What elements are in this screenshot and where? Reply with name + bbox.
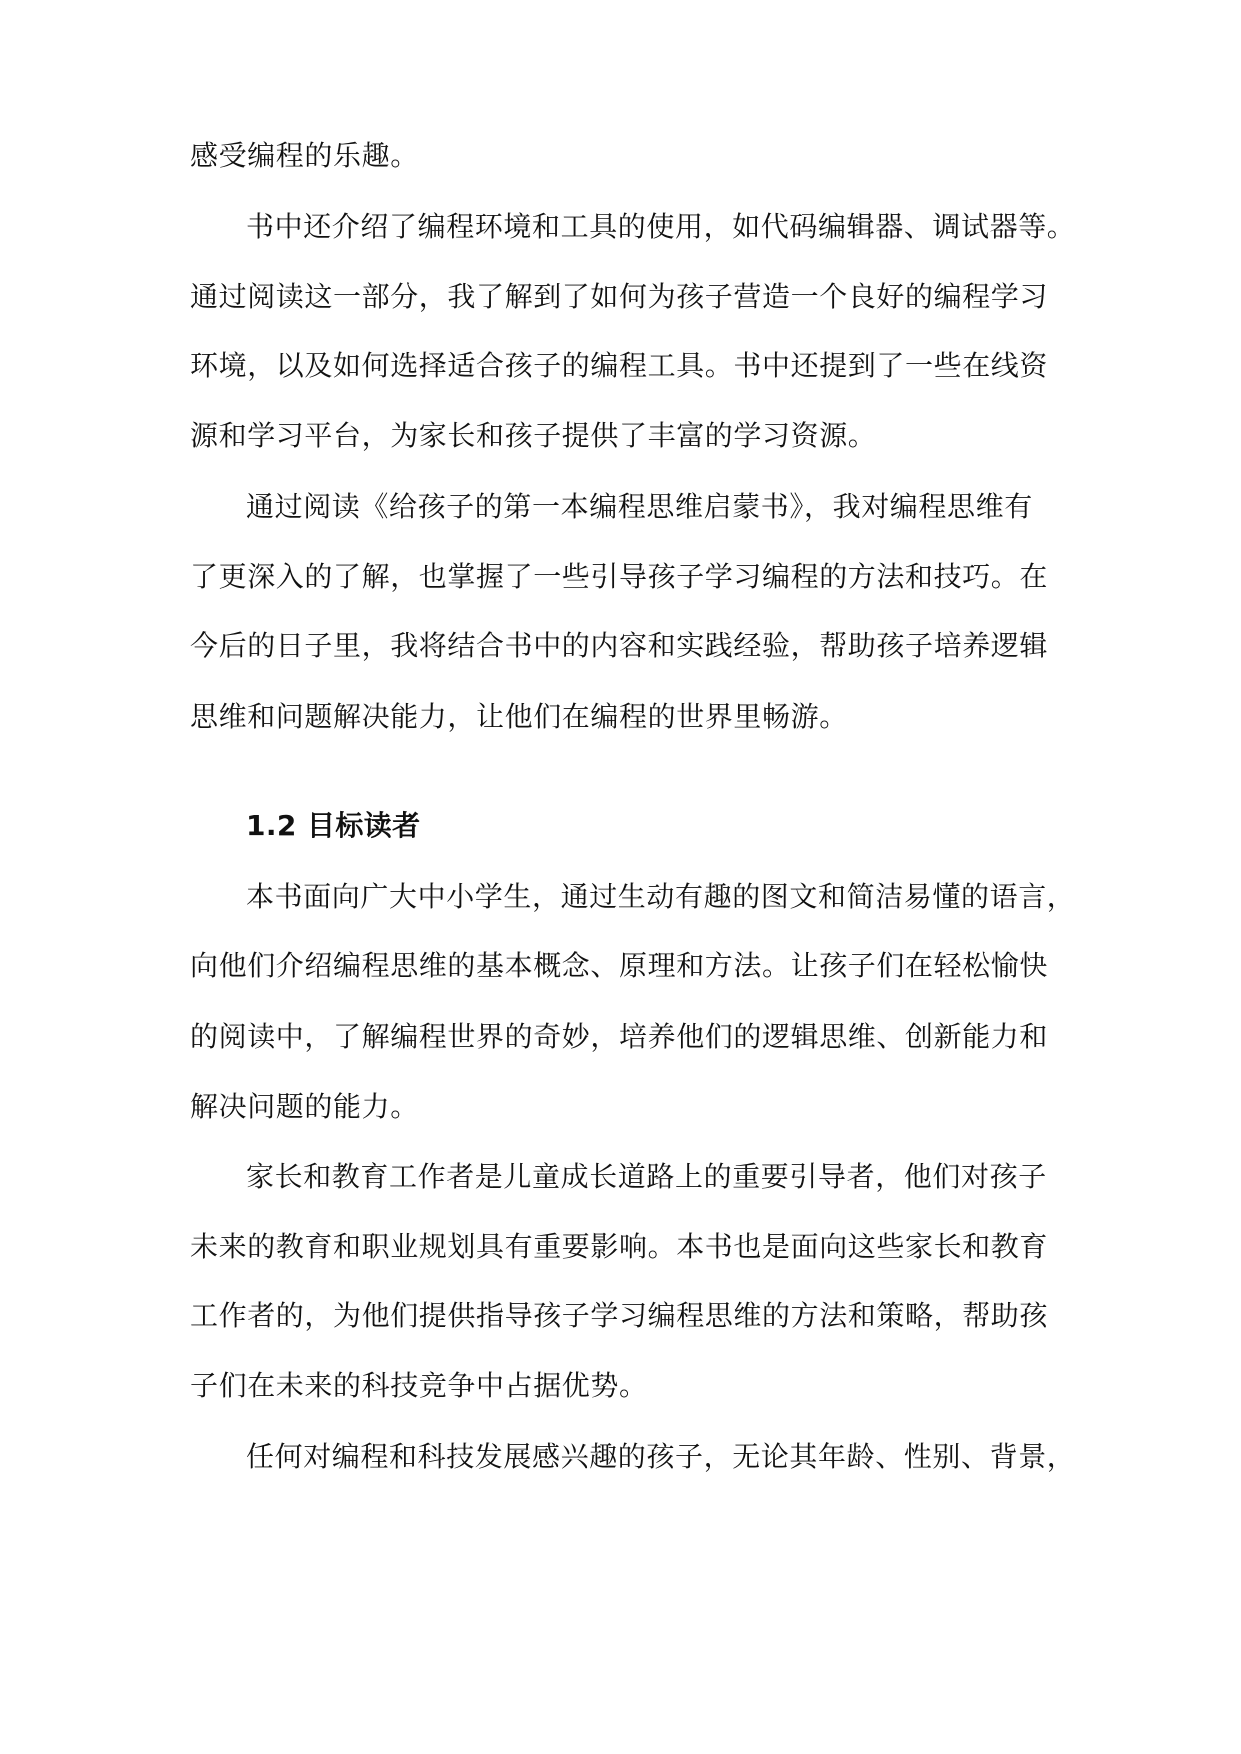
paragraph-line: 思维和问题解决能力，让他们在编程的世界里畅游。: [190, 700, 848, 733]
paragraph-line: 了更深入的了解，也掌握了一些引导孩子学习编程的方法和技巧。在: [190, 560, 1049, 593]
paragraph-line: 书中还介绍了编程环境和工具的使用，如代码编辑器、调试器等。: [246, 210, 1076, 243]
paragraph-line: 感受编程的乐趣。: [190, 139, 419, 172]
paragraph-line: 本书面向广大中小学生，通过生动有趣的图文和简洁易懂的语言，: [246, 880, 1076, 913]
paragraph-line: 解决问题的能力。: [190, 1090, 419, 1123]
section-heading: 1.2 目标读者: [246, 809, 421, 842]
paragraph-line: 通过阅读《给孩子的第一本编程思维启蒙书》，我对编程思维有: [246, 490, 1033, 523]
paragraph-line: 任何对编程和科技发展感兴趣的孩子，无论其年龄、性别、背景，: [246, 1440, 1076, 1473]
paragraph-line: 的阅读中，了解编程世界的奇妙，培养他们的逻辑思维、创新能力和: [190, 1020, 1049, 1053]
paragraph-line: 源和学习平台，为家长和孩子提供了丰富的学习资源。: [190, 419, 877, 452]
paragraph-line: 向他们介绍编程思维的基本概念、原理和方法。让孩子们在轻松愉快: [190, 949, 1049, 982]
paragraph-line: 工作者的，为他们提供指导孩子学习编程思维的方法和策略，帮助孩: [190, 1299, 1049, 1332]
paragraph-line: 子们在未来的科技竞争中占据优势。: [190, 1369, 648, 1402]
paragraph-line: 今后的日子里，我将结合书中的内容和实践经验，帮助孩子培养逻辑: [190, 629, 1049, 662]
paragraph-line: 未来的教育和职业规划具有重要影响。本书也是面向这些家长和教育: [190, 1230, 1049, 1263]
paragraph-line: 环境，以及如何选择适合孩子的编程工具。书中还提到了一些在线资: [190, 349, 1049, 382]
paragraph-line: 家长和教育工作者是儿童成长道路上的重要引导者，他们对孩子: [246, 1160, 1047, 1193]
paragraph-line: 通过阅读这一部分，我了解到了如何为孩子营造一个良好的编程学习: [190, 280, 1049, 313]
